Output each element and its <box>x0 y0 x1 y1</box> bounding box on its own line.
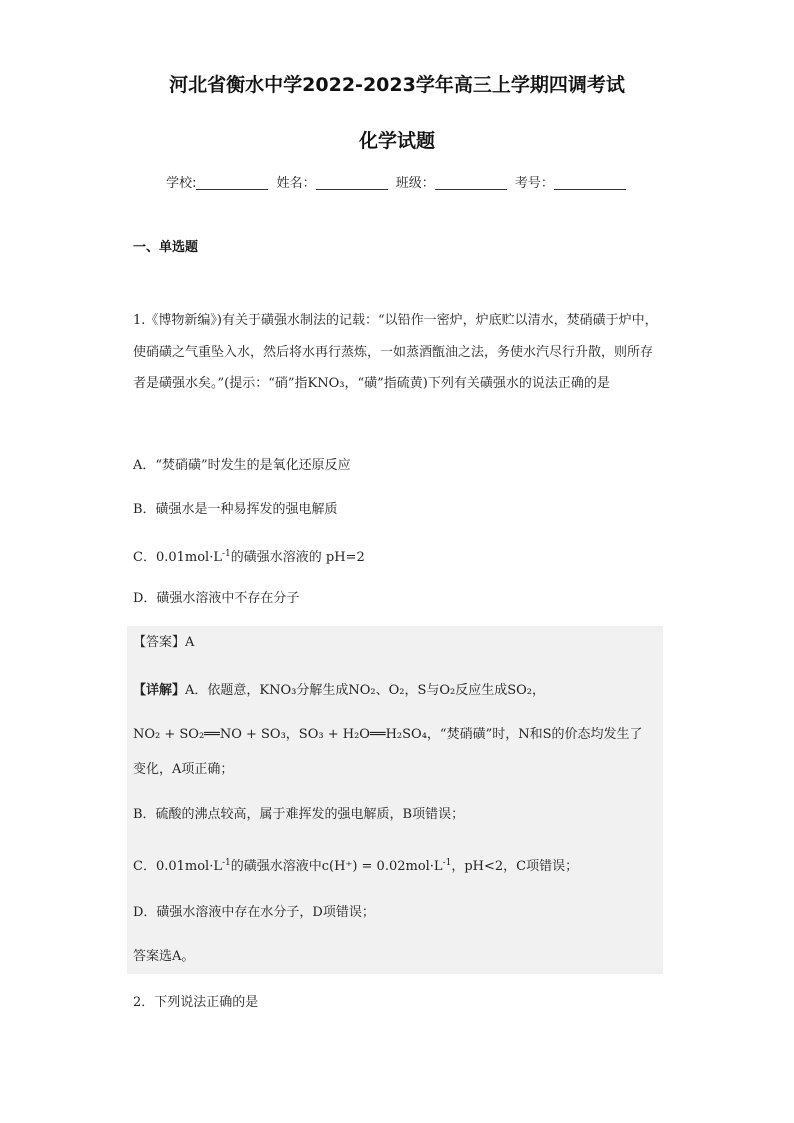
number-field[interactable] <box>554 175 626 190</box>
detail-c-middle: 的磺强水溶液中c(H⁺) = 0.02mol·L <box>230 859 443 874</box>
answer-label: 【答案】A <box>133 635 195 650</box>
detail-d: D．磺强水溶液中存在水分子，D项错误； <box>133 905 375 920</box>
option-c-prefix: C．0.01mol·L <box>133 550 222 565</box>
student-info-row <box>0 172 794 191</box>
class-field[interactable] <box>435 175 507 190</box>
name-field[interactable] <box>316 175 388 190</box>
detail-a-tail: “焚硝磺”时，N和S的价态均发生了 <box>439 727 643 742</box>
option-c-superscript: -1 <box>221 549 231 559</box>
exam-title: 河北省衡水中学2022-2023学年高三上学期四调考试 <box>169 74 625 96</box>
option-c-suffix: 的磺强水溶液的 pH=2 <box>230 550 365 565</box>
detail-label: 【详解】 <box>133 683 186 698</box>
school-label: 学校: <box>166 176 197 191</box>
school-field[interactable] <box>196 175 268 190</box>
question-1-option-b: B．磺强水是一种易挥发的强电解质 <box>133 502 338 517</box>
question-2-stem: 2．下列说法正确的是 <box>133 995 259 1010</box>
answer-conclusion: 答案选A。 <box>133 949 195 964</box>
detail-c-suffix: ，pH<2，C项错误； <box>451 859 579 874</box>
detail-a-part1: A．依题意，KNO₃分解生成NO₂、O₂，S与O₂反应生成SO₂， <box>185 683 546 698</box>
detail-c-sup-2: -1 <box>442 858 452 868</box>
detail-line-1 <box>133 681 545 701</box>
detail-b: B．硫酸的沸点较高，属于难挥发的强电解质，B项错误； <box>133 807 465 822</box>
number-label: 考号： <box>514 176 554 191</box>
question-1-option-c <box>133 544 365 568</box>
section-heading: 一、单选题 <box>133 240 199 255</box>
question-1-option-d: D．磺强水溶液中不存在分子 <box>133 591 300 606</box>
detail-a-equations: NO₂ + SO₂══NO + SO₃，SO₃ + H₂O══H₂SO₄， <box>133 727 440 742</box>
question-1-option-a: A．“焚硝磺”时发生的是氧化还原反应 <box>133 458 351 473</box>
detail-c <box>133 853 578 877</box>
detail-line-2 <box>133 725 643 745</box>
class-label: 班级： <box>395 176 435 191</box>
detail-c-prefix: C．0.01mol·L <box>133 859 222 874</box>
detail-line-3: 变化，A项正确； <box>133 762 234 777</box>
detail-c-sup-1: -1 <box>221 858 231 868</box>
exam-subtitle: 化学试题 <box>358 130 435 152</box>
name-label: 姓名： <box>276 176 316 191</box>
question-1-stem: 1.《博物新编》)有关于磺强水制法的记载：“以铅作一密炉，炉底贮以清水，焚硝磺于炉中，使硝磺之气重坠入水，然后将水再行蒸炼，一如蒸酒甑油之法，务使水汽尽行升散，则所存者是磺强水矣。”(提示：“硝”指KNO₃，“磺”指硫黄)下列有关磺强水的说法正确的是 <box>133 313 658 391</box>
